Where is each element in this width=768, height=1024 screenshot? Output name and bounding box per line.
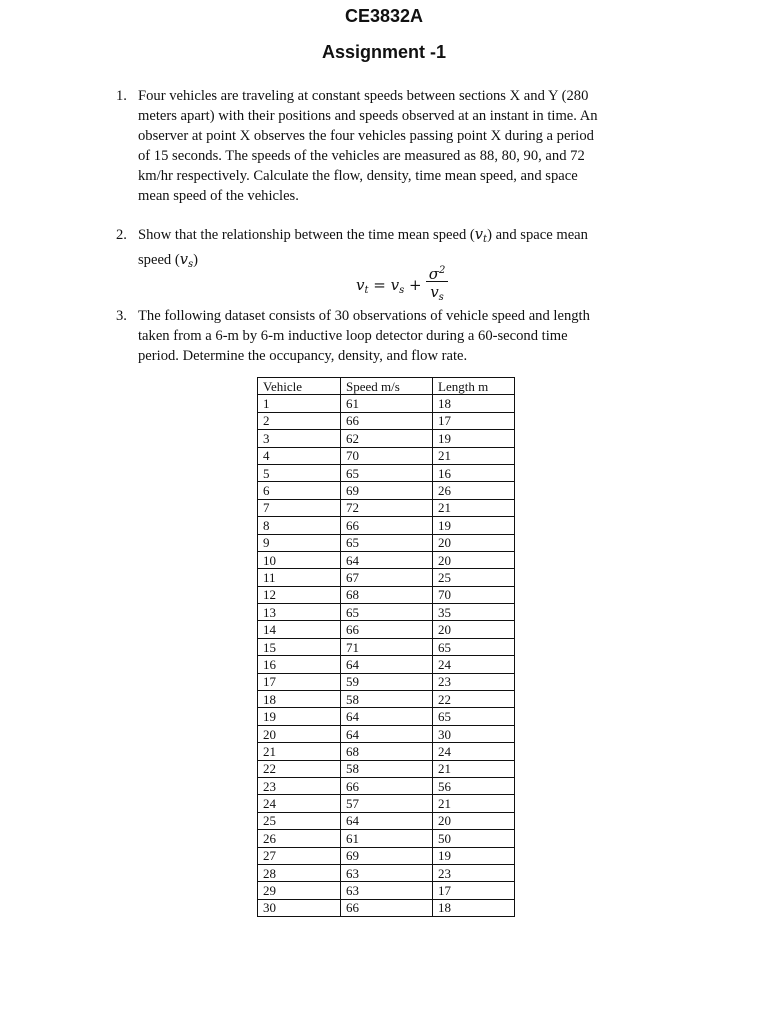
table-row: [258, 482, 515, 499]
cell-length: 24: [433, 656, 515, 673]
symbol-vs: [180, 251, 193, 268]
cell-length: 17: [433, 882, 515, 899]
table-row: [258, 673, 515, 690]
table-row: [258, 847, 515, 864]
column-header-length: Length m: [433, 378, 515, 395]
cell-vehicle: 20: [258, 725, 341, 742]
question-text: [138, 225, 668, 275]
cell-vehicle: 28: [258, 864, 341, 881]
cell-speed: 64: [341, 708, 433, 725]
cell-vehicle: 29: [258, 882, 341, 899]
cell-length: 56: [433, 777, 515, 794]
table-row: [258, 621, 515, 638]
cell-vehicle: 17: [258, 673, 341, 690]
cell-speed: 69: [341, 847, 433, 864]
formula-var: σ: [428, 265, 439, 283]
cell-speed: 64: [341, 725, 433, 742]
table-row: [258, 430, 515, 447]
cell-length: 17: [433, 412, 515, 429]
cell-speed: 66: [341, 777, 433, 794]
cell-vehicle: 21: [258, 743, 341, 760]
cell-speed: 71: [341, 638, 433, 655]
cell-vehicle: 5: [258, 464, 341, 481]
cell-vehicle: 2: [258, 412, 341, 429]
symbol-base: v: [179, 251, 188, 268]
table-row: [258, 777, 515, 794]
cell-length: 18: [433, 899, 515, 916]
table-row: [258, 795, 515, 812]
question-text: [138, 86, 668, 206]
cell-vehicle: 30: [258, 899, 341, 916]
cell-length: 24: [433, 743, 515, 760]
cell-length: 50: [433, 830, 515, 847]
cell-speed: 64: [341, 551, 433, 568]
cell-length: 21: [433, 795, 515, 812]
cell-length: 30: [433, 725, 515, 742]
cell-vehicle: 10: [258, 551, 341, 568]
question-line: period. Determine the occupancy, density, and flow rate.: [138, 348, 468, 364]
table-row: [258, 412, 515, 429]
question-line: The following dataset consists of 30 observations of vehicle speed and length: [138, 308, 590, 324]
table-row: [258, 517, 515, 534]
cell-length: 16: [433, 464, 515, 481]
cell-vehicle: 26: [258, 830, 341, 847]
cell-speed: 72: [341, 499, 433, 516]
cell-vehicle: 16: [258, 656, 341, 673]
cell-speed: 70: [341, 447, 433, 464]
cell-speed: 64: [341, 656, 433, 673]
cell-vehicle: 9: [258, 534, 341, 551]
cell-speed: 59: [341, 673, 433, 690]
cell-vehicle: 23: [258, 777, 341, 794]
cell-length: 26: [433, 482, 515, 499]
cell-speed: 65: [341, 604, 433, 621]
cell-speed: 68: [341, 586, 433, 603]
cell-length: 70: [433, 586, 515, 603]
cell-speed: 65: [341, 534, 433, 551]
cell-speed: 64: [341, 812, 433, 829]
table-row: [258, 882, 515, 899]
cell-length: 21: [433, 499, 515, 516]
table-row: [258, 464, 515, 481]
cell-speed: 65: [341, 464, 433, 481]
cell-speed: 68: [341, 743, 433, 760]
formula-sub: s: [438, 292, 444, 303]
cell-vehicle: 15: [258, 638, 341, 655]
cell-length: 23: [433, 673, 515, 690]
question-line: km/hr respectively. Calculate the flow, density, time mean speed, and space: [138, 168, 578, 184]
symbol-base: v: [474, 226, 484, 243]
cell-vehicle: 27: [258, 847, 341, 864]
table-row: [258, 586, 515, 603]
cell-vehicle: 8: [258, 517, 341, 534]
cell-length: 18: [433, 395, 515, 412]
table-row: [258, 708, 515, 725]
question-line: mean speed of the vehicles.: [138, 188, 299, 204]
text-span: ) and space mean: [487, 227, 588, 243]
symbol-subscript: s: [188, 259, 194, 270]
cell-length: 65: [433, 638, 515, 655]
column-header-speed: Speed m/s: [341, 378, 433, 395]
cell-vehicle: 11: [258, 569, 341, 586]
table-row: [258, 656, 515, 673]
cell-length: 20: [433, 551, 515, 568]
table-row: [258, 760, 515, 777]
formula-sub: s: [399, 285, 405, 296]
formula-op: +: [404, 276, 427, 294]
fraction-numerator: [426, 261, 448, 281]
cell-vehicle: 6: [258, 482, 341, 499]
question-number: 3.: [116, 308, 127, 324]
table-row: [258, 534, 515, 551]
cell-vehicle: 14: [258, 621, 341, 638]
table-row: [258, 691, 515, 708]
cell-speed: 62: [341, 430, 433, 447]
cell-length: 35: [433, 604, 515, 621]
question-line: taken from a 6-m by 6-m inductive loop detector during a 60-second time: [138, 328, 568, 344]
table-row: [258, 447, 515, 464]
cell-vehicle: 25: [258, 812, 341, 829]
question-line: [138, 250, 668, 275]
cell-vehicle: 1: [258, 395, 341, 412]
question-line: Four vehicles are traveling at constant speeds between sections X and Y (280: [138, 88, 589, 104]
cell-speed: 61: [341, 830, 433, 847]
cell-vehicle: 13: [258, 604, 341, 621]
table-row: [258, 395, 515, 412]
cell-vehicle: 18: [258, 691, 341, 708]
cell-length: 20: [433, 621, 515, 638]
table-row: [258, 638, 515, 655]
question-line: meters apart) with their positions and speeds observed at an instant in time. An: [138, 108, 598, 124]
cell-vehicle: 4: [258, 447, 341, 464]
vehicle-data-table: [257, 377, 515, 917]
formula-var: v: [430, 283, 439, 301]
formula-lhs: [356, 276, 426, 296]
symbol-subscript: t: [483, 234, 488, 245]
cell-speed: 61: [341, 395, 433, 412]
table-row: [258, 830, 515, 847]
cell-speed: 66: [341, 412, 433, 429]
course-code: CE3832A: [344, 6, 424, 26]
text-span: speed (: [138, 252, 180, 268]
cell-vehicle: 19: [258, 708, 341, 725]
table-row: [258, 743, 515, 760]
cell-speed: 63: [341, 882, 433, 899]
cell-length: 19: [433, 430, 515, 447]
question-line: observer at point X observes the four vehicles passing point X during a period: [138, 128, 594, 144]
column-header-vehicle: Vehicle: [258, 378, 341, 395]
formula-var: v: [356, 276, 365, 294]
cell-vehicle: 24: [258, 795, 341, 812]
table-row: [258, 864, 515, 881]
cell-length: 20: [433, 534, 515, 551]
cell-length: 21: [433, 760, 515, 777]
cell-length: 22: [433, 691, 515, 708]
cell-speed: 66: [341, 899, 433, 916]
cell-length: 65: [433, 708, 515, 725]
formula-var: v: [390, 276, 400, 294]
text-span: Show that the relationship between the time mean speed (: [138, 227, 475, 243]
formula-sub: t: [364, 285, 369, 296]
formula-sup: 2: [438, 265, 446, 276]
cell-length: 20: [433, 812, 515, 829]
formula-op: =: [368, 276, 391, 294]
fraction-denominator: [426, 282, 448, 302]
question-text: [138, 306, 668, 366]
cell-length: 19: [433, 847, 515, 864]
text-span: ): [193, 252, 199, 268]
cell-length: 25: [433, 569, 515, 586]
cell-length: 23: [433, 864, 515, 881]
cell-vehicle: 3: [258, 430, 341, 447]
table-row: [258, 499, 515, 516]
cell-speed: 66: [341, 517, 433, 534]
symbol-vt: [475, 226, 487, 243]
cell-vehicle: 12: [258, 586, 341, 603]
table-row: [258, 725, 515, 742]
cell-speed: 69: [341, 482, 433, 499]
cell-speed: 58: [341, 760, 433, 777]
table-row: [258, 899, 515, 916]
question-line: [138, 225, 668, 250]
question-number: 1.: [116, 88, 127, 104]
cell-vehicle: 7: [258, 499, 341, 516]
cell-vehicle: 22: [258, 760, 341, 777]
cell-speed: 66: [341, 621, 433, 638]
question-line: of 15 seconds. The speeds of the vehicles are measured as 88, 80, 90, and 72: [138, 148, 585, 164]
table-row: [258, 551, 515, 568]
table-row: [258, 812, 515, 829]
formula-fraction: [426, 261, 448, 302]
cell-length: 19: [433, 517, 515, 534]
cell-speed: 57: [341, 795, 433, 812]
cell-speed: 58: [341, 691, 433, 708]
assignment-title: Assignment -1: [321, 42, 447, 62]
table-row: [258, 604, 515, 621]
cell-speed: 67: [341, 569, 433, 586]
table-row: [258, 569, 515, 586]
table-header-row: [258, 378, 515, 395]
cell-length: 21: [433, 447, 515, 464]
cell-speed: 63: [341, 864, 433, 881]
question-number: 2.: [116, 227, 127, 243]
